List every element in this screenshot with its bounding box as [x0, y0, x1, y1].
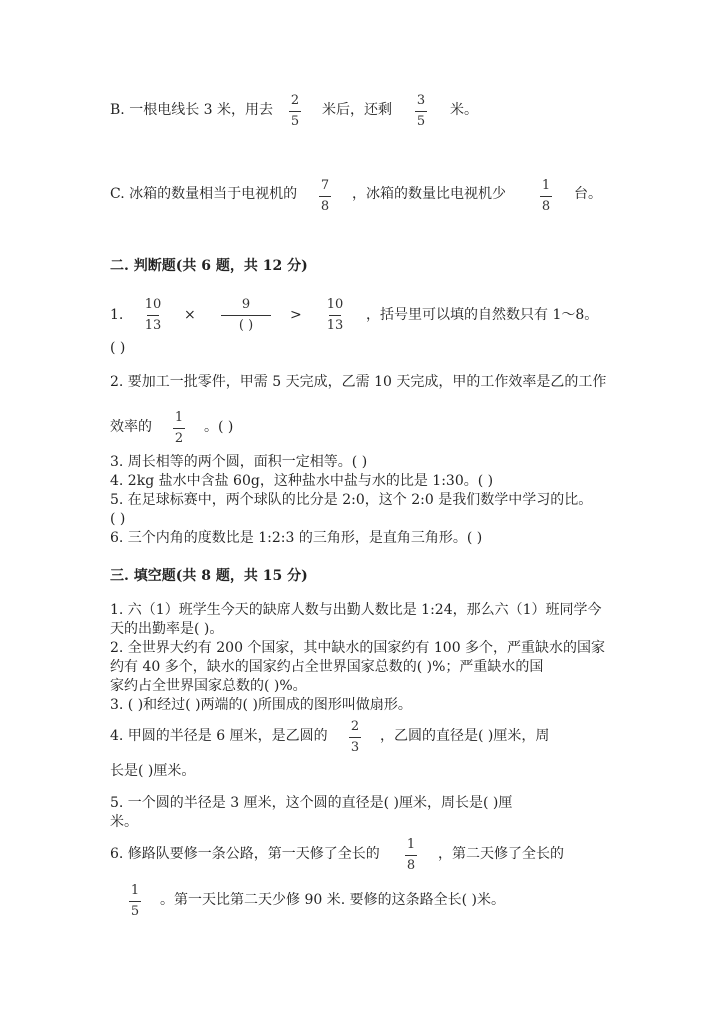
fraction-9-blank: [216, 297, 276, 334]
section-3-title: 三. 填空题(共 8 题，共 15 分): [110, 568, 308, 584]
f5-line1: 5. 一个圆的半径是 3 厘米，这个圆的直径是( )厘米，周长是( )厘: [110, 795, 513, 811]
f2-line3: 家约占全世界国家总数的( )%。: [110, 678, 307, 694]
fraction-1-2: [168, 410, 190, 447]
j2-suffix: 。( ): [204, 419, 234, 435]
fraction-10-13-b: [324, 297, 346, 334]
denominator: 8: [541, 199, 551, 214]
f4-suffix: ，乙圆的直径是( )厘米，周: [380, 728, 550, 744]
section-2-title: 二. 判断题(共 6 题，共 12 分): [110, 258, 308, 274]
f2-line1: 2. 全世界大约有 200 个国家，其中缺水的国家约有 100 多个，严重缺水的国家: [110, 640, 606, 656]
j1-text: ，括号里可以填的自然数只有 1～8。: [366, 307, 599, 323]
j5-line2: ( ): [110, 511, 126, 527]
part-c-prefix: C. 冰箱的数量相当于电视机的: [110, 186, 298, 202]
j5-line1: 5. 在足球标赛中，两个球队的比分是 2:0，这个 2:0 是我们数学中学习的比。: [110, 492, 593, 508]
j6: 6. 三个内角的度数比是 1:2:3 的三角形，是直角三角形。( ): [110, 530, 483, 546]
j2-line1: 2. 要加工一批零件，甲需 5 天完成，乙需 10 天完成，甲的工作效率是乙的工作: [110, 374, 607, 390]
denominator: 13: [144, 318, 162, 333]
f1-line2: 天的出勤率是( )。: [110, 621, 224, 637]
numerator: 1: [541, 178, 551, 193]
fraction-1-8: [535, 178, 557, 215]
f4-line2: 长是( )厘米。: [110, 763, 196, 779]
fraction-7-8: [314, 178, 336, 215]
fraction-2-5: [284, 93, 306, 130]
part-c-middle: ，冰箱的数量比电视机少: [352, 186, 506, 202]
f1-line1: 1. 六（1）班学生今天的缺席人数与出勤人数比是 1:24，那么六（1）班同学今: [110, 602, 602, 618]
f3: 3. ( )和经过( )两端的( )所围成的图形叫做扇形。: [110, 697, 412, 713]
part-b-suffix: 米。: [450, 102, 478, 118]
f4-prefix: 4. 甲圆的半径是 6 厘米，是乙圆的: [110, 728, 328, 744]
denominator: 2: [174, 431, 184, 446]
fraction-10-13-a: [142, 297, 164, 334]
f5-line2: 米。: [110, 814, 138, 830]
numerator: 1: [130, 883, 140, 898]
numerator: 2: [290, 93, 300, 108]
denominator: 8: [406, 858, 416, 873]
j3: 3. 周长相等的两个圆，面积一定相等。( ): [110, 454, 368, 470]
part-c-suffix: 台。: [574, 186, 602, 202]
f6-line2: 。第一天比第二天少修 90 米. 要修的这条路全长( )米。: [160, 892, 505, 908]
f2-line2: 约有 40 多个，缺水的国家约占全世界国家总数的( )%；严重缺水的国: [110, 659, 544, 675]
numerator: 2: [350, 719, 360, 734]
part-b-middle: 米后，还剩: [322, 102, 392, 118]
j4: 4. 2kg 盐水中含盐 60g，这种盐水中盐与水的比是 1:30。( ): [110, 473, 494, 489]
numerator: 3: [416, 93, 426, 108]
numerator: 7: [320, 178, 330, 193]
denominator: 13: [326, 318, 344, 333]
fraction-1-8-b: [400, 837, 422, 874]
numerator: 9: [241, 297, 251, 312]
denominator: 5: [290, 114, 300, 129]
greater-than-sign: >: [290, 307, 302, 323]
numerator: 1: [406, 837, 416, 852]
denominator: 5: [130, 904, 140, 919]
times-sign: ×: [184, 307, 196, 323]
j2-prefix: 效率的: [110, 419, 152, 435]
denominator: ( ): [238, 318, 254, 333]
numerator: 1: [174, 410, 184, 425]
f6-middle: ，第二天修了全长的: [438, 846, 564, 862]
fraction-1-5: [124, 883, 146, 920]
part-b-prefix: B. 一根电线长 3 米，用去: [110, 102, 273, 118]
numerator: 10: [326, 297, 344, 312]
j1-number: 1.: [110, 307, 124, 323]
denominator: 3: [350, 740, 360, 755]
f6-prefix: 6. 修路队要修一条公路，第一天修了全长的: [110, 846, 380, 862]
j1-answer-paren: ( ): [110, 340, 126, 356]
fraction-3-5: [410, 93, 432, 130]
denominator: 5: [416, 114, 426, 129]
fraction-2-3: [344, 719, 366, 756]
numerator: 10: [144, 297, 162, 312]
denominator: 8: [320, 199, 330, 214]
